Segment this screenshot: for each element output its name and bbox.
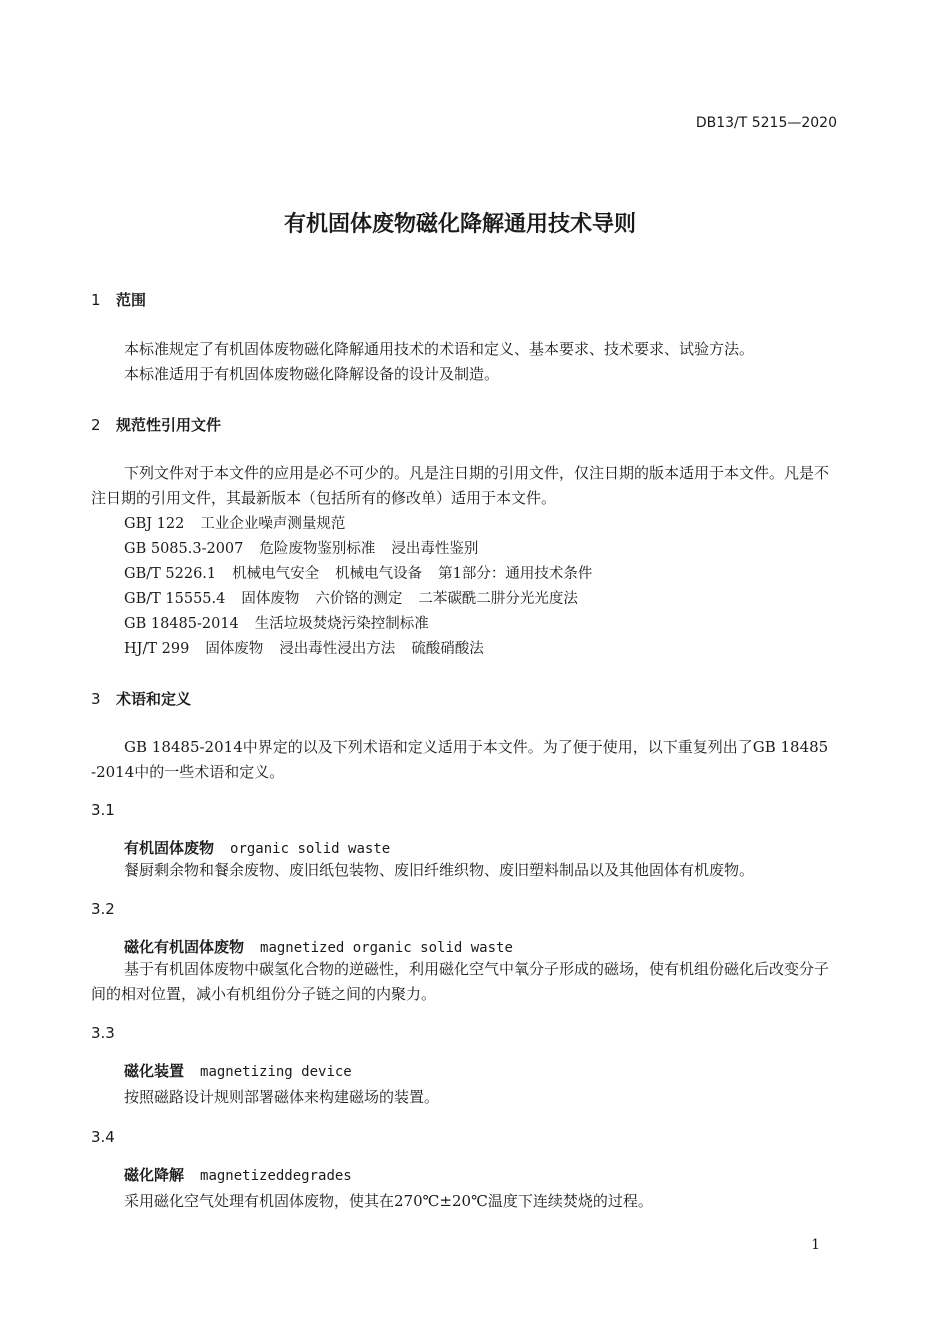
- term-definition: 餐厨剩余物和餐余废物、废旧纸包装物、废旧纤维织物、废旧塑料制品以及其他固体有机废物。: [124, 861, 755, 879]
- section-heading-terms-definitions: [91, 688, 191, 709]
- term-en: magnetizeddegrades: [200, 1168, 352, 1184]
- reference-title: 机械电气设备: [335, 566, 423, 582]
- term-zh: 有机固体废物: [124, 839, 215, 857]
- reference-item: [124, 612, 429, 633]
- reference-item: [124, 637, 484, 658]
- standard-code: DB13/T 5215—2020: [695, 115, 837, 131]
- reference-title: 浸出毒性浸出方法: [279, 641, 396, 657]
- term-heading: [124, 1164, 352, 1185]
- term-en: magnetizing device: [200, 1064, 352, 1080]
- reference-title: 工业企业噪声测量规范: [200, 516, 346, 532]
- reference-title: 浸出毒性鉴别: [391, 541, 479, 557]
- section-title: 范围: [116, 291, 147, 309]
- paragraph: 本标准适用于有机固体废物磁化降解设备的设计及制造。: [124, 365, 500, 383]
- reference-code: GB 5085.3-2007: [124, 541, 244, 557]
- term-heading: [124, 1060, 352, 1081]
- term-en: organic solid waste: [230, 841, 391, 857]
- reference-code: GB 18485-2014: [124, 616, 239, 632]
- clause-number: 3.2: [91, 900, 115, 918]
- term-zh: 磁化有机固体废物: [124, 938, 245, 956]
- reference-title: 固体废物: [241, 591, 300, 607]
- term-definition: 基于有机固体废物中碳氢化合物的逆磁性，利用磁化空气中氧分子形成的磁场，使有机组份磁化后改变分子间的相对位置，减小有机组份分子链之间的内聚力。: [91, 960, 830, 1003]
- section-number: 1: [91, 291, 101, 309]
- term-definition: 采用磁化空气处理有机固体废物，使其在270℃±20℃温度下连续焚烧的过程。: [124, 1192, 653, 1210]
- reference-item: [124, 512, 345, 533]
- reference-title: 危险废物鉴别标准: [259, 541, 376, 557]
- reference-title: 六价铬的测定: [315, 591, 403, 607]
- section-heading-normative-references: [91, 414, 221, 435]
- term-heading: [124, 936, 513, 957]
- reference-title: 硫酸硝酸法: [411, 641, 484, 657]
- page-number: 1: [811, 1237, 820, 1253]
- paragraph: 本标准规定了有机固体废物磁化降解通用技术的术语和定义、基本要求、技术要求、试验方法。: [124, 340, 755, 358]
- section-heading-scope: [91, 289, 146, 310]
- section-number: 3: [91, 690, 101, 708]
- term-zh: 磁化装置: [124, 1062, 185, 1080]
- paragraph: 下列文件对于本文件的应用是必不可少的。凡是注日期的引用文件，仅注日期的版本适用于本文件。凡是不注日期的引用文件，其最新版本（包括所有的修改单）适用于本文件。: [91, 464, 830, 507]
- reference-title: 生活垃圾焚烧污染控制标准: [254, 616, 429, 632]
- reference-item: [124, 562, 592, 583]
- reference-code: GB/T 15555.4: [124, 591, 226, 607]
- reference-title: 机械电气安全: [232, 566, 320, 582]
- reference-code: GBJ 122: [124, 516, 185, 532]
- section-number: 2: [91, 416, 101, 434]
- term-heading: [124, 837, 390, 858]
- clause-number: 3.3: [91, 1024, 115, 1042]
- term-en: magnetized organic solid waste: [260, 940, 513, 956]
- document-title: 有机固体废物磁化降解通用技术导则: [283, 212, 636, 237]
- clause-number: 3.4: [91, 1128, 115, 1146]
- clause-number: 3.1: [91, 801, 115, 819]
- reference-item: [124, 537, 478, 558]
- reference-title: 第1部分：通用技术条件: [438, 566, 593, 582]
- reference-code: HJ/T 299: [124, 641, 190, 657]
- section-title: 规范性引用文件: [116, 416, 222, 434]
- reference-title: 固体废物: [205, 641, 264, 657]
- term-definition: 按照磁路设计规则部署磁体来构建磁场的装置。: [124, 1088, 440, 1106]
- reference-title: 二苯碳酰二肼分光光度法: [418, 591, 578, 607]
- section-title: 术语和定义: [116, 690, 192, 708]
- reference-code: GB/T 5226.1: [124, 566, 217, 582]
- paragraph: GB 18485-2014中界定的以及下列术语和定义适用于本文件。为了便于使用，以下重复列出了GB 18485-2014中的一些术语和定义。: [91, 738, 829, 781]
- term-zh: 磁化降解: [124, 1166, 185, 1184]
- reference-item: [124, 587, 578, 608]
